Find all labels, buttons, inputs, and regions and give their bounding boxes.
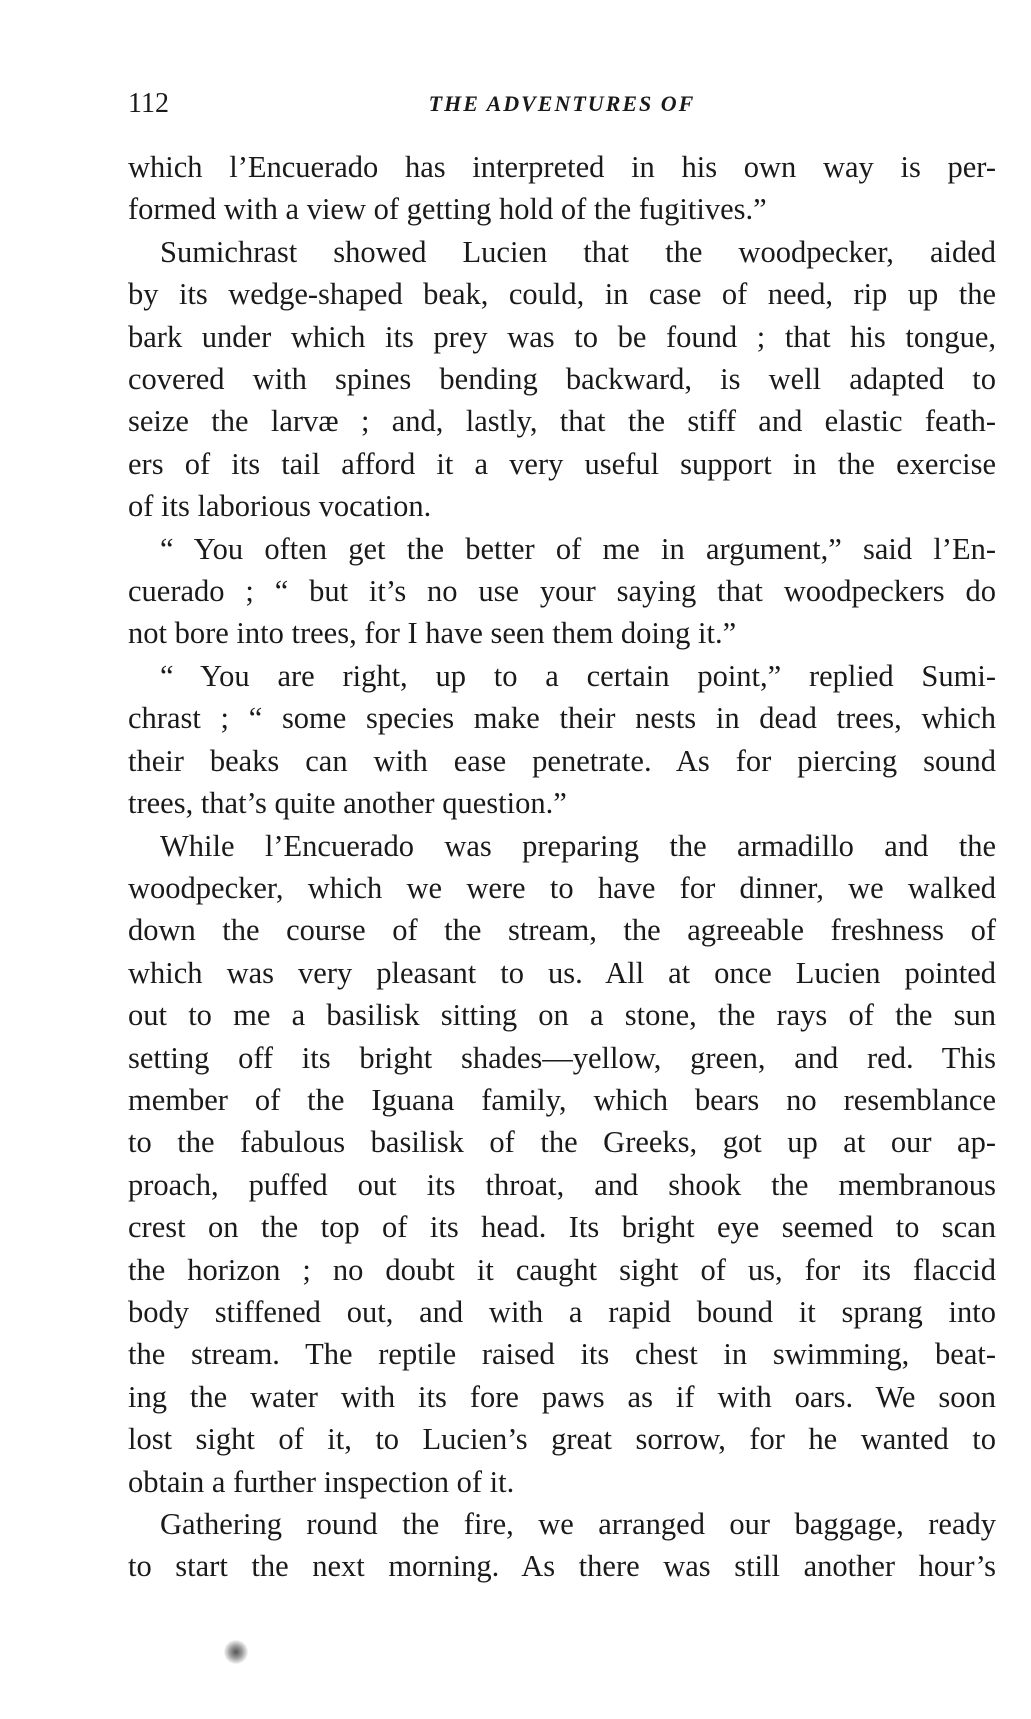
text-line: covered with spines bending backward, is well adapted to — [128, 362, 996, 397]
text-line: crest on the top of its head. Its bright eye seemed to scan — [128, 1210, 996, 1245]
text-line: While l’Encuerado was preparing the armadillo and the — [160, 828, 996, 863]
text-line: out to me a basilisk sitting on a stone, the rays of the sun — [128, 998, 996, 1033]
text-line: chrast ; “ some species make their nests in dead trees, which — [128, 701, 996, 736]
page-header — [128, 84, 996, 124]
text-line: the stream. The reptile raised its chest in swimming, beat- — [128, 1337, 996, 1372]
text-line: of its laborious vocation. — [128, 489, 432, 524]
paragraph — [128, 146, 996, 231]
text-line: not bore into trees, for I have seen them doing it.” — [128, 616, 737, 651]
page-number: 112 — [128, 88, 169, 119]
text-line: down the course of the stream, the agreeable freshness of — [128, 913, 996, 948]
text-line: the horizon ; no doubt it caught sight of us, for its flaccid — [128, 1252, 996, 1287]
text-line: to start the next morning. As there was still another hour’s — [128, 1549, 996, 1584]
text-line: proach, puffed out its throat, and shook the membranous — [128, 1167, 996, 1202]
text-line: “ You are right, up to a certain point,” replied Sumi- — [160, 658, 996, 693]
paragraph — [128, 825, 996, 1504]
text-line: Sumichrast showed Lucien that the woodpecker, aided — [160, 234, 996, 269]
text-line: their beaks can with ease penetrate. As for piercing sound — [128, 743, 996, 778]
ink-blot — [224, 1640, 248, 1664]
paragraph — [128, 655, 996, 825]
text-line: “ You often get the better of me in argument,” said l’En- — [160, 531, 996, 566]
paragraph — [128, 231, 996, 528]
body-text — [128, 146, 996, 1588]
text-line: ing the water with its fore paws as if with oars. We soon — [128, 1379, 996, 1414]
text-line: Gathering round the fire, we arranged our baggage, ready — [160, 1507, 996, 1541]
text-line: body stiffened out, and with a rapid bound it sprang into — [128, 1294, 996, 1329]
paragraph — [128, 1503, 996, 1588]
paragraph — [128, 528, 996, 655]
text-line: lost sight of it, to Lucien’s great sorrow, for he wanted to — [128, 1422, 996, 1457]
text-line: bark under which its prey was to be found ; that his tongue, — [128, 319, 996, 354]
text-line: setting off its bright shades—yellow, green, and red. This — [128, 1040, 996, 1075]
text-line: formed with a view of getting hold of the fugitives.” — [128, 192, 767, 227]
text-line: seize the larvæ ; and, lastly, that the stiff and elastic feath- — [128, 404, 996, 439]
text-line: ers of its tail afford it a very useful support in the exercise — [128, 446, 996, 481]
text-line: which was very pleasant to us. All at once Lucien pointed — [128, 955, 996, 990]
text-line: which l’Encuerado has interpreted in his own way is per- — [128, 150, 996, 184]
text-line: by its wedge-shaped beak, could, in case of need, rip up the — [128, 277, 996, 312]
text-line: woodpecker, which we were to have for dinner, we walked — [128, 870, 996, 905]
running-title: THE ADVENTURES OF — [428, 91, 696, 116]
text-line: trees, that’s quite another question.” — [128, 786, 567, 821]
text-line: to the fabulous basilisk of the Greeks, got up at our ap- — [128, 1125, 996, 1160]
text-line: obtain a further inspection of it. — [128, 1464, 515, 1499]
text-line: cuerado ; “ but it’s no use your saying that woodpeckers do — [128, 574, 996, 609]
text-line: member of the Iguana family, which bears no resemblance — [128, 1082, 996, 1117]
